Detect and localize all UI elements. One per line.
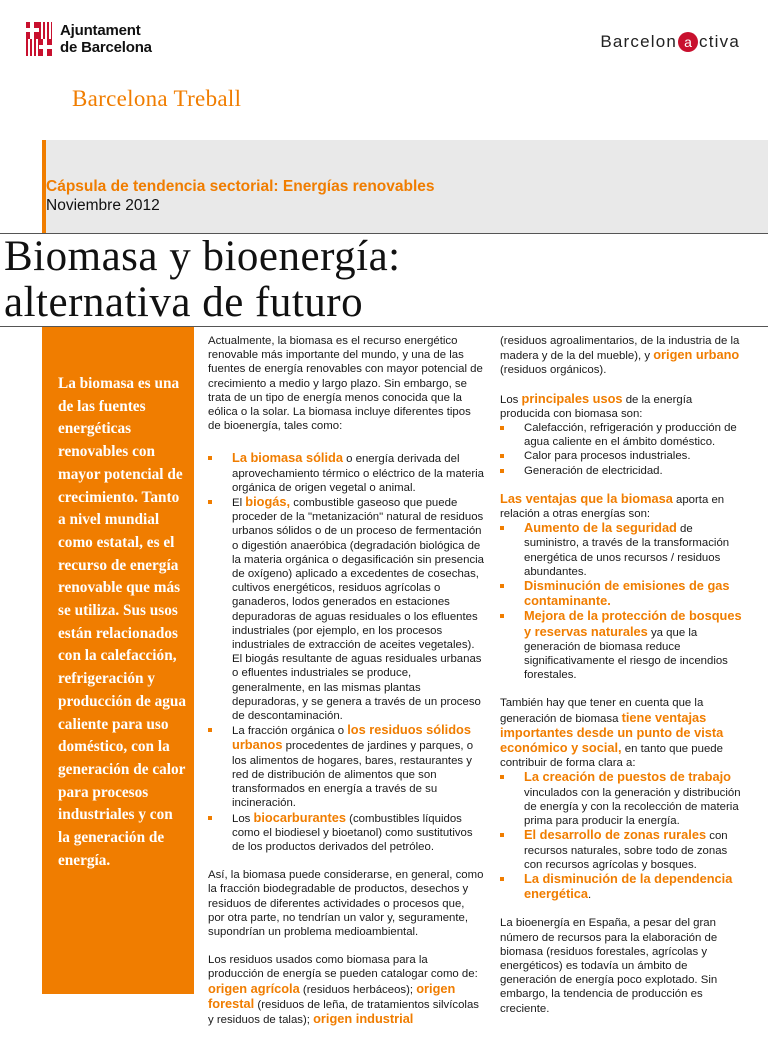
intro-paragraph: Actualmente, la biomasa es el recurso energético renovable más importante del mundo, y una de las fuentes de energía renovables con mayor potencial de crecimiento a medio y largo plazo. Sin embargo, se trata de un tipo de energía menos conocida que la eólica o la solar. La biomasa incluye diferentes tipos de bioenergía, tales como: [208, 335, 483, 433]
list-item: La creación de puestos de trabajo vinculados con la generación y distribución de energía y con la recolección de materia prima para producir la energía. [500, 770, 744, 828]
ajuntament-logo-text [60, 22, 152, 56]
main-title-line1: Biomasa y bioenergía: [4, 233, 401, 280]
list-item: Generación de electricidad. [500, 464, 744, 478]
main-title-line2: alternativa de futuro [4, 279, 364, 326]
article-column-2 [500, 334, 744, 1030]
spain-paragraph: La bioenergía en España, a pesar del gran número de recursos para la elaboración de biomasa (residuos forestales, agrícolas y energéticos) es todavía un ámbito de generación de energía poco explotado. Sin embargo, la tendencia de producción es creciente. [500, 917, 718, 1015]
main-uses-list [500, 421, 744, 478]
capsule-title: Cápsula de tendencia sectorial: Energías renovables [46, 178, 435, 195]
list-item: Calor para procesos industriales. [500, 449, 744, 463]
contributions-list [500, 770, 744, 902]
list-item: Calefacción, refrigeración y producción de agua caliente en el ámbito doméstico. [500, 421, 744, 449]
list-item: Mejora de la protección de bosques y reservas naturales ya que la generación de biomasa reduce significativamente el riesgo de incendios forestales. [500, 609, 744, 682]
list-item: Los biocarburantes (combustibles líquidos como el biodiesel y bioetanol) como sustitutivos de los productos derivados del petróleo. [208, 811, 484, 855]
main-title [4, 234, 401, 326]
bioenergy-types-list [208, 451, 484, 854]
list-item: Aumento de la seguridad de suministro, a través de la transformación energética de unos recursos / residuos abundantes. [500, 521, 744, 579]
origin-continuation-paragraph: (residuos agroalimentarios, de la industria de la madera y de la del mueble), y origen urbano (residuos orgánicos). [500, 335, 740, 377]
ba-logo-post: ctiva [699, 32, 740, 51]
main-uses-heading: Los principales usos de la energía producida con biomasa son: [500, 390, 693, 420]
ajuntament-logo [26, 22, 152, 56]
capsule-date: Noviembre 2012 [46, 197, 160, 214]
list-item: La fracción orgánica o los residuos sólidos urbanos procedentes de jardines y parques, o los alimentos de hogares, bares, restaurantes y red de distribución de alimentos que son transformados en energía a través de su incineración. [208, 723, 484, 810]
list-item: La disminución de la dependencia energética. [500, 872, 744, 902]
main-title-box [0, 233, 768, 327]
section-title: Barcelona Treball [72, 86, 242, 111]
ajuntament-logo-line1: Ajuntament [60, 22, 141, 39]
barcelona-activa-logo [600, 32, 740, 52]
barcelona-shield-icon [26, 22, 52, 56]
summary-sidebar [42, 327, 194, 994]
residue-origin-paragraph: Los residuos usados como biomasa para la producción de energía se pueden catalogar como de: origen agrícola (residuos herbáceos); origen forestal (residuos de leña, de tratamientos silvícolas y residuos de talas); origen industrial [208, 954, 479, 1026]
advantages-list [500, 521, 744, 682]
list-item: El desarrollo de zonas rurales con recursos naturales, sobre todo de zonas con recursos agrícolas y bosques. [500, 828, 744, 872]
ajuntament-logo-line2: de Barcelona [60, 39, 152, 56]
list-item: Disminución de emisiones de gas contaminante. [500, 579, 744, 609]
list-item: La biomasa sólida o energía derivada del aprovechamiento térmico o eléctrico de la materia orgánica de origen vegetal o animal. [208, 451, 484, 495]
biomass-definition-paragraph: Así, la biomasa puede considerarse, en general, como la fracción biodegradable de productos, desechos y residuos de diferentes actividades o procesos que, por otra parte, no tendrían un valor y, seguramente, supondrían un problema medioambiental. [208, 869, 484, 938]
socioeconomic-heading: También hay que tener en cuenta que la generación de biomasa tiene ventajas importantes desde un punto de vista económico y social, en tanto que puede contribuir de forma clara a: [500, 697, 724, 770]
article-column-1 [208, 334, 484, 1041]
list-item: El biogás, combustible gaseoso que puede proceder de la "metanización" natural de residuos urbanos sólidos o de un proceso de fermentación o digestión anaeróbica (degradación biológica de la materia orgánica o degasificación sin presencia de oxígeno) aplicado a excedentes de cosechas, cultivos energéticos, residuos agrícolas o ganaderos, lodos generados en estaciones depuradoras de aguas residuales o los efluentes industriales (por ejemplo, en los procesos industriales de extracción de aceites vegetales). El biogás resultante de aguas residuales urbanas o efluentes industriales se produce, generalmente, en las mismas plantas depuradoras, y se genera a través de un proceso de descontaminación. [208, 495, 484, 723]
sidebar-summary-text: La biomasa es una de las fuentes energéticas renovables con mayor potencial de crecimiento. Tanto a nivel mundial como estatal, es el recurso de energía renovable que más se utiliza. Sus usos están relacionados con la calefacción, refrigeración y producción de agua caliente para uso doméstico, con la generación de calor para procesos industriales y con la generación de energía. [58, 375, 187, 869]
ba-logo-pre: Barcelon [600, 32, 678, 51]
advantages-heading: Las ventajas que la biomasa aporta en relación a otras energías son: [500, 490, 725, 521]
ba-logo-a-icon: a [678, 32, 698, 52]
